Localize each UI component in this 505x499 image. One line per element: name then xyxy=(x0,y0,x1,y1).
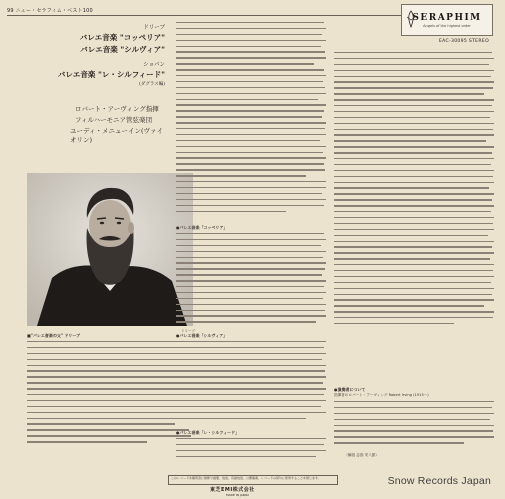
performer-soloist: ユーディ・メニューイン(ヴァイオリン) xyxy=(70,127,163,144)
left-heading: ■"バレエ音楽の父" ドリーブ xyxy=(27,333,81,338)
header-rule xyxy=(7,15,402,16)
mid-heading-sylvia: ●バレエ音楽「シルヴィア」 xyxy=(176,333,228,338)
performer-orchestra: フィルハーモニア管弦楽団 xyxy=(75,116,153,124)
right-text-block-2 xyxy=(334,401,494,448)
copyright-notice: このレコードを権利者に無断で複製、放送、有線放送、公開演奏、レコードの貸与に使用することを禁じます。 xyxy=(168,475,338,485)
catalog-line: EAC-30095 STEREO xyxy=(438,39,489,44)
seraph-icon xyxy=(406,9,416,29)
title-work-1: バレエ音楽 "コッペリア" xyxy=(79,33,165,42)
title-composer-1: ドリーブ xyxy=(143,25,165,31)
title-block xyxy=(20,18,165,158)
mid-text-block-4 xyxy=(176,438,326,462)
company-name: 東芝EMI株式会社 xyxy=(210,487,255,493)
left-text-block xyxy=(27,341,193,447)
seraphim-logo xyxy=(401,4,493,36)
title-work-3: バレエ音楽 "レ・シルフィード" xyxy=(57,70,165,79)
writer-credit: 〈解説 志鳥 栄八郎〉 xyxy=(344,453,379,457)
portrait-image xyxy=(27,173,193,326)
title-composer-2: ショパン xyxy=(143,62,165,68)
mid-text-block-1 xyxy=(176,22,326,216)
logo-word: SERAPHIM xyxy=(412,12,482,23)
mid-heading-sylphides: ●バレエ音楽「レ・シルフィード」 xyxy=(176,430,240,435)
right-heading-sub: 指揮者のロバート・アーヴィング Robert Irving (1913〜) xyxy=(334,393,429,397)
portrait-photo xyxy=(27,173,193,326)
mid-text-block-3 xyxy=(176,341,326,423)
logo-tagline: Angels of the highest order xyxy=(423,23,471,28)
series-line: 99 ニュー・セラフィム・ベスト100 xyxy=(7,8,93,14)
title-work-3-note: (ダグラス編) xyxy=(139,82,165,87)
title-work-2: バレエ音楽 "シルヴィア" xyxy=(80,45,165,54)
right-text-block-1 xyxy=(334,52,494,329)
mid-heading-coppelia: ●バレエ音楽「コッペリア」 xyxy=(176,225,228,230)
watermark: Snow Records Japan xyxy=(387,475,491,487)
mid-text-block-2 xyxy=(176,233,326,327)
right-heading-performers: ●演奏者について xyxy=(334,387,366,392)
made-in: MADE IN JAPAN xyxy=(226,493,249,497)
photo-caption: ドリーブ xyxy=(181,329,195,333)
performer-conductor: ロバート・アーヴィング指揮 xyxy=(75,105,159,113)
